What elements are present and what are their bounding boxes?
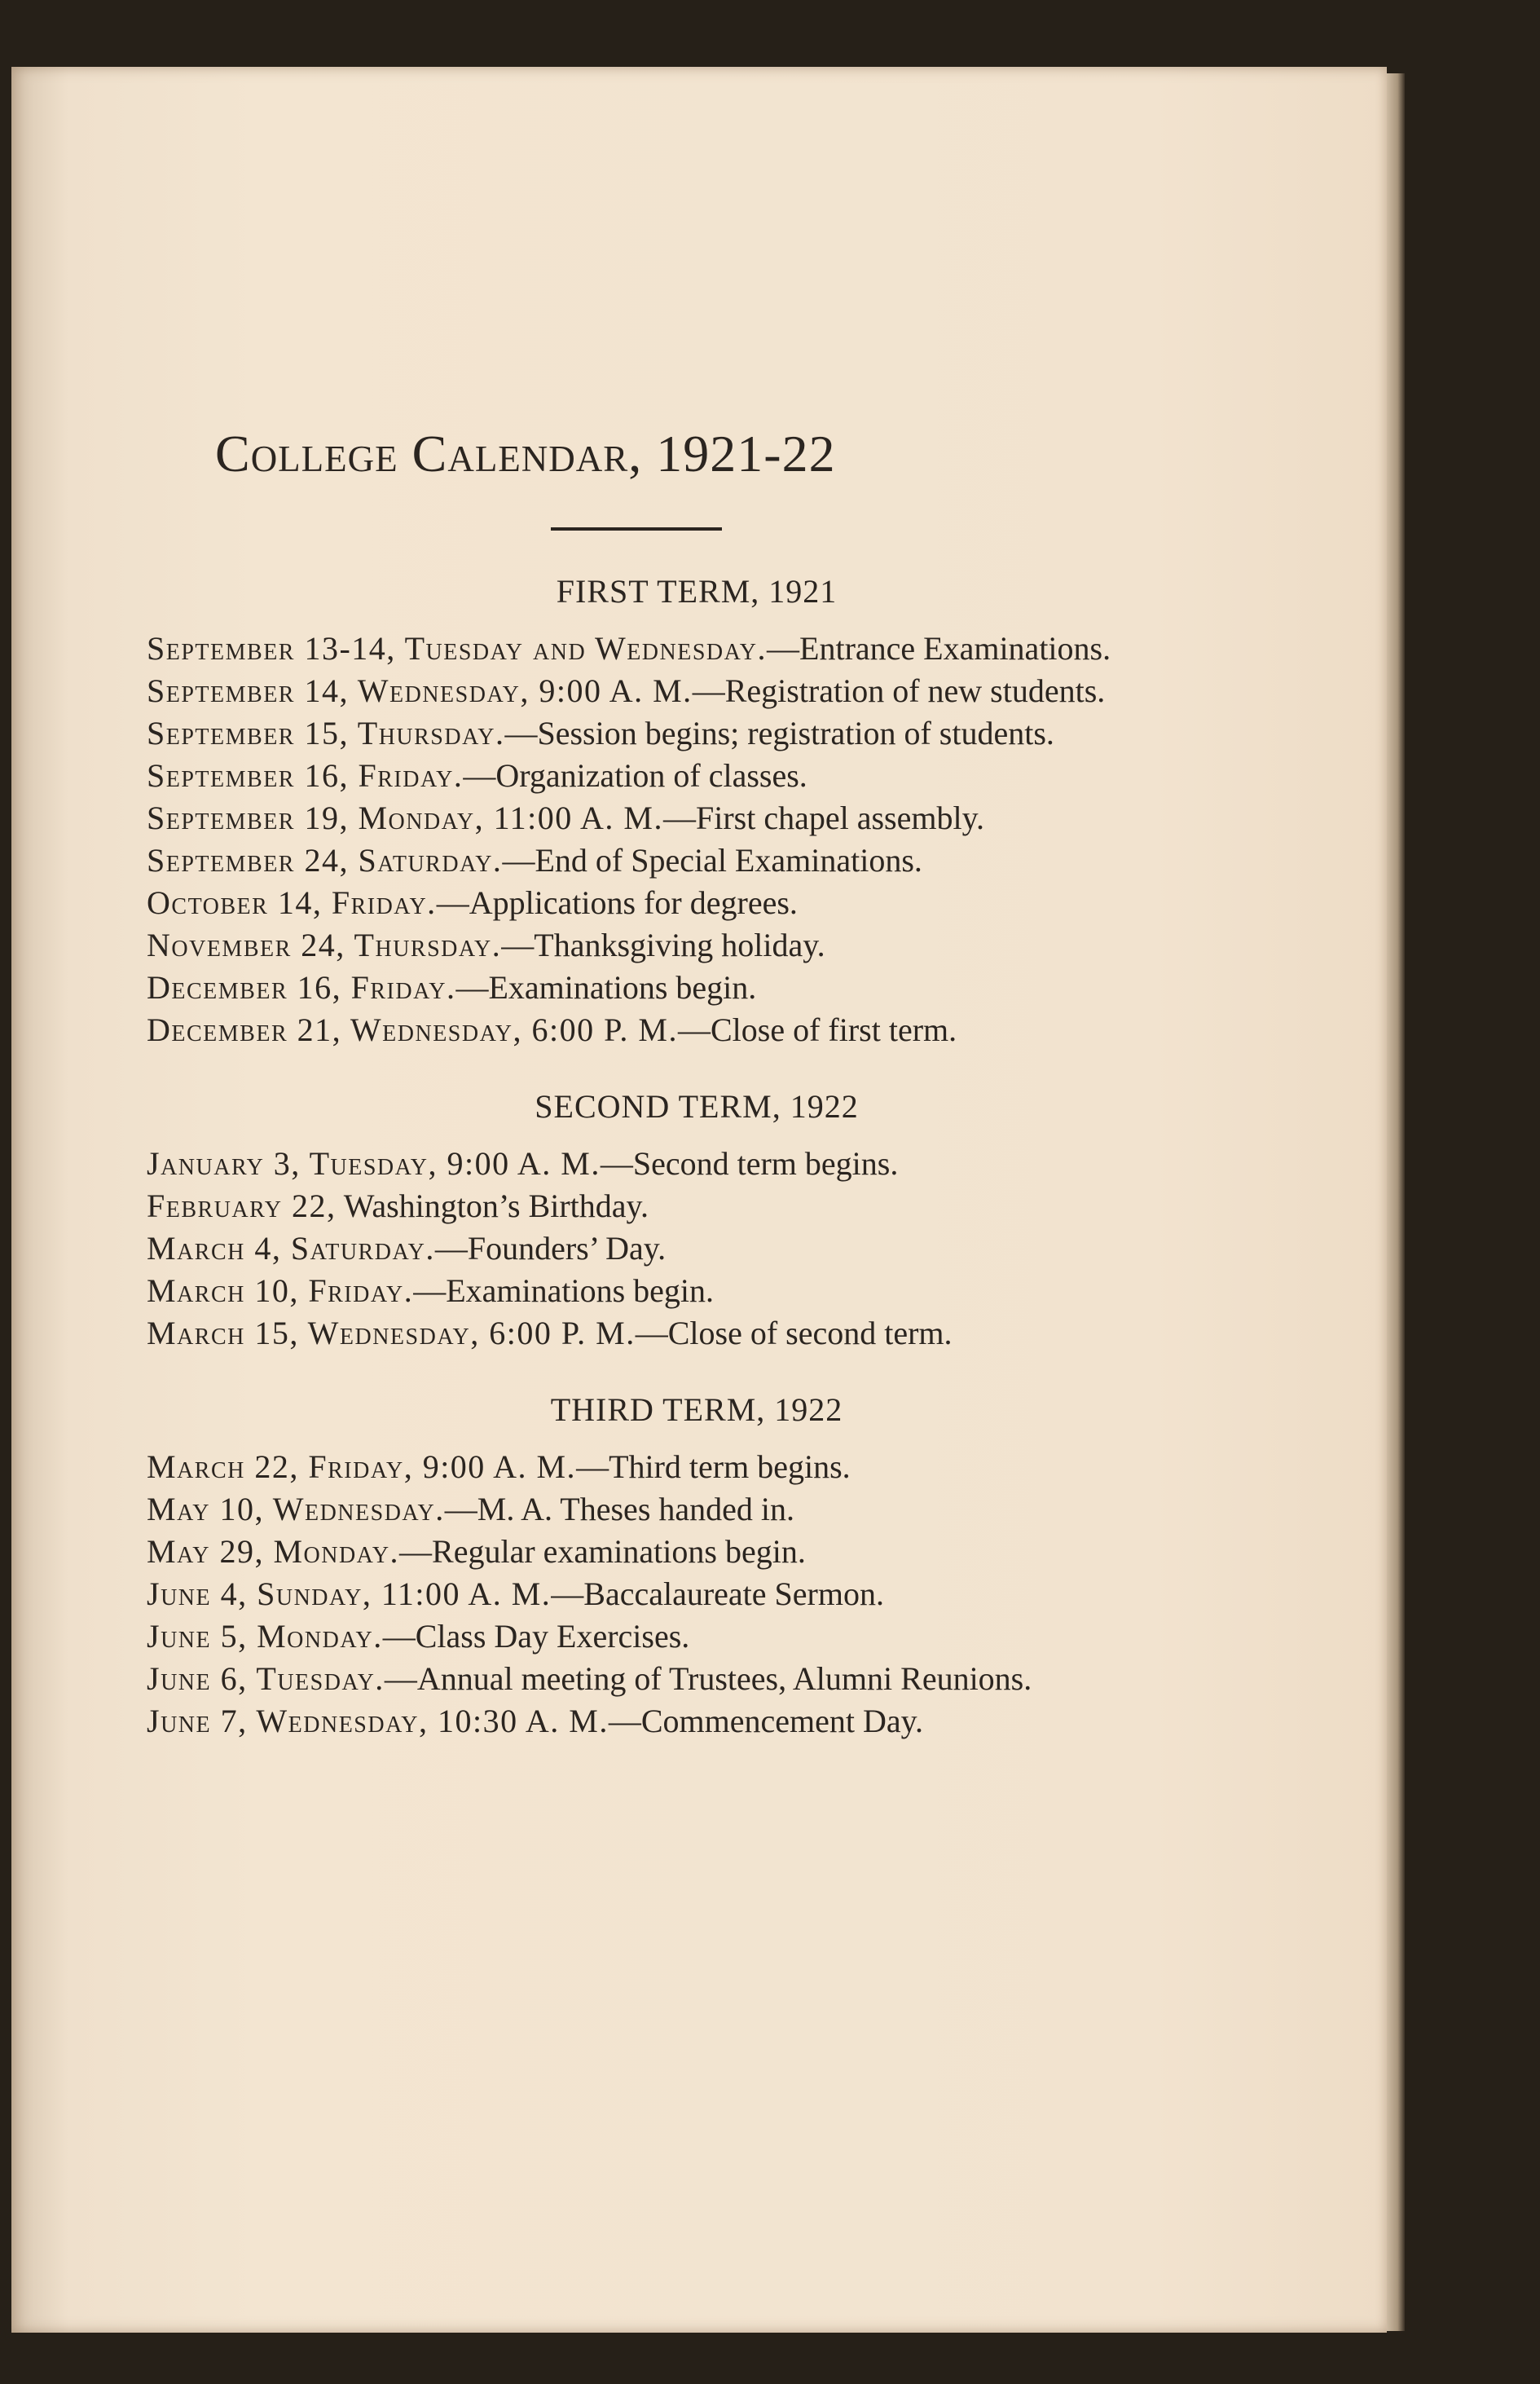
calendar-entry	[147, 712, 1149, 755]
entry-date: December 21, Wednesday, 6:00 P. M.	[147, 1011, 678, 1048]
calendar-entry	[147, 628, 1149, 670]
page-edge	[1387, 73, 1405, 2331]
entry-text: —Registration of new students.	[692, 672, 1106, 709]
entry-text: —Founders’ Day.	[434, 1230, 667, 1267]
entry-date: September 19, Monday, 11:00 A. M.	[147, 800, 663, 836]
entry-date: September 13-14, Tuesday and Wednesday.	[147, 630, 768, 667]
calendar-entry	[147, 1185, 1149, 1227]
calendar-entry	[147, 967, 1149, 1009]
term-heading-third: THIRD TERM, 1922	[550, 1391, 843, 1428]
calendar-entry	[147, 1700, 1149, 1743]
calendar-entry	[147, 670, 1149, 712]
calendar-entry	[147, 1488, 1149, 1531]
entry-text: —Session begins; registration of students.	[504, 715, 1054, 751]
entry-date: June 7, Wednesday, 10:30 A. M.	[147, 1703, 609, 1739]
calendar-entry	[147, 1312, 1149, 1355]
calendar-entry	[147, 755, 1149, 797]
entry-date: September 15, Thursday.	[147, 715, 505, 751]
entry-text: —Close of first term.	[677, 1011, 957, 1048]
entry-text: —Commencement Day.	[608, 1703, 924, 1739]
entry-date: September 24, Saturday.	[147, 842, 503, 879]
entry-date: May 10, Wednesday.	[147, 1491, 445, 1527]
entry-text: —Baccalaureate Sermon.	[551, 1575, 884, 1612]
entry-text: —Entrance Examinations.	[767, 630, 1111, 667]
calendar-entry	[147, 1446, 1149, 1488]
entry-text: —End of Special Examinations.	[502, 842, 922, 879]
calendar-entry	[147, 1531, 1149, 1573]
entry-date: September 14, Wednesday, 9:00 A. M.	[147, 672, 693, 709]
calendar-entry	[147, 797, 1149, 839]
entry-date: September 16, Friday.	[147, 757, 464, 794]
calendar-entry	[147, 1573, 1149, 1615]
entry-text: —Organization of classes.	[463, 757, 807, 794]
term-heading-first: FIRST TERM, 1921	[556, 573, 838, 610]
entry-text: —Applications for degrees.	[436, 884, 798, 921]
calendar-content	[147, 571, 1149, 1743]
entry-date: March 15, Wednesday, 6:00 P. M.	[147, 1315, 636, 1351]
page-title	[215, 424, 836, 484]
term-heading-second: SECOND TERM, 1922	[535, 1088, 859, 1125]
entry-date: March 22, Friday, 9:00 A. M.	[147, 1448, 577, 1485]
entry-text: —Thanksgiving holiday.	[501, 927, 825, 963]
entry-date: February 22,	[147, 1188, 337, 1224]
entry-text: —M. A. Theses handed in.	[444, 1491, 794, 1527]
entry-text: —Third term begins.	[576, 1448, 851, 1485]
entry-text: —Close of second term.	[635, 1315, 953, 1351]
entry-date: January 3, Tuesday, 9:00 A. M.	[147, 1145, 601, 1182]
entry-date: June 4, Sunday, 11:00 A. M.	[147, 1575, 552, 1612]
title-divider	[551, 527, 722, 531]
page-title-text: College Calendar, 1921-22	[215, 425, 836, 483]
entry-date: March 10, Friday.	[147, 1272, 414, 1309]
entry-date: June 5, Monday.	[147, 1618, 383, 1655]
entry-text: —Second term begins.	[600, 1145, 899, 1182]
entry-date: October 14, Friday.	[147, 884, 437, 921]
calendar-entry	[147, 1227, 1149, 1270]
entry-text: Washington’s Birthday.	[336, 1188, 649, 1224]
entry-text: —Regular examinations begin.	[399, 1533, 806, 1570]
entry-date: November 24, Thursday.	[147, 927, 502, 963]
entry-date: May 29, Monday.	[147, 1533, 400, 1570]
entry-text: —Examinations begin.	[455, 969, 757, 1006]
calendar-entry	[147, 1615, 1149, 1658]
entry-text: —Annual meeting of Trustees, Alumni Reunions.	[384, 1660, 1032, 1697]
calendar-entry	[147, 1009, 1149, 1051]
term-spacer	[147, 1355, 1149, 1379]
calendar-entry	[147, 882, 1149, 924]
term-spacer	[147, 1051, 1149, 1076]
entry-date: March 4, Saturday.	[147, 1230, 435, 1267]
calendar-entry	[147, 1270, 1149, 1312]
calendar-entry	[147, 839, 1149, 882]
calendar-entry	[147, 924, 1149, 967]
entry-date: December 16, Friday.	[147, 969, 456, 1006]
entry-date: June 6, Tuesday.	[147, 1660, 385, 1697]
calendar-entry	[147, 1658, 1149, 1700]
entry-text: —Class Day Exercises.	[382, 1618, 690, 1655]
calendar-entry	[147, 1143, 1149, 1185]
entry-text: —First chapel assembly.	[662, 800, 984, 836]
entry-text: —Examinations begin.	[413, 1272, 715, 1309]
